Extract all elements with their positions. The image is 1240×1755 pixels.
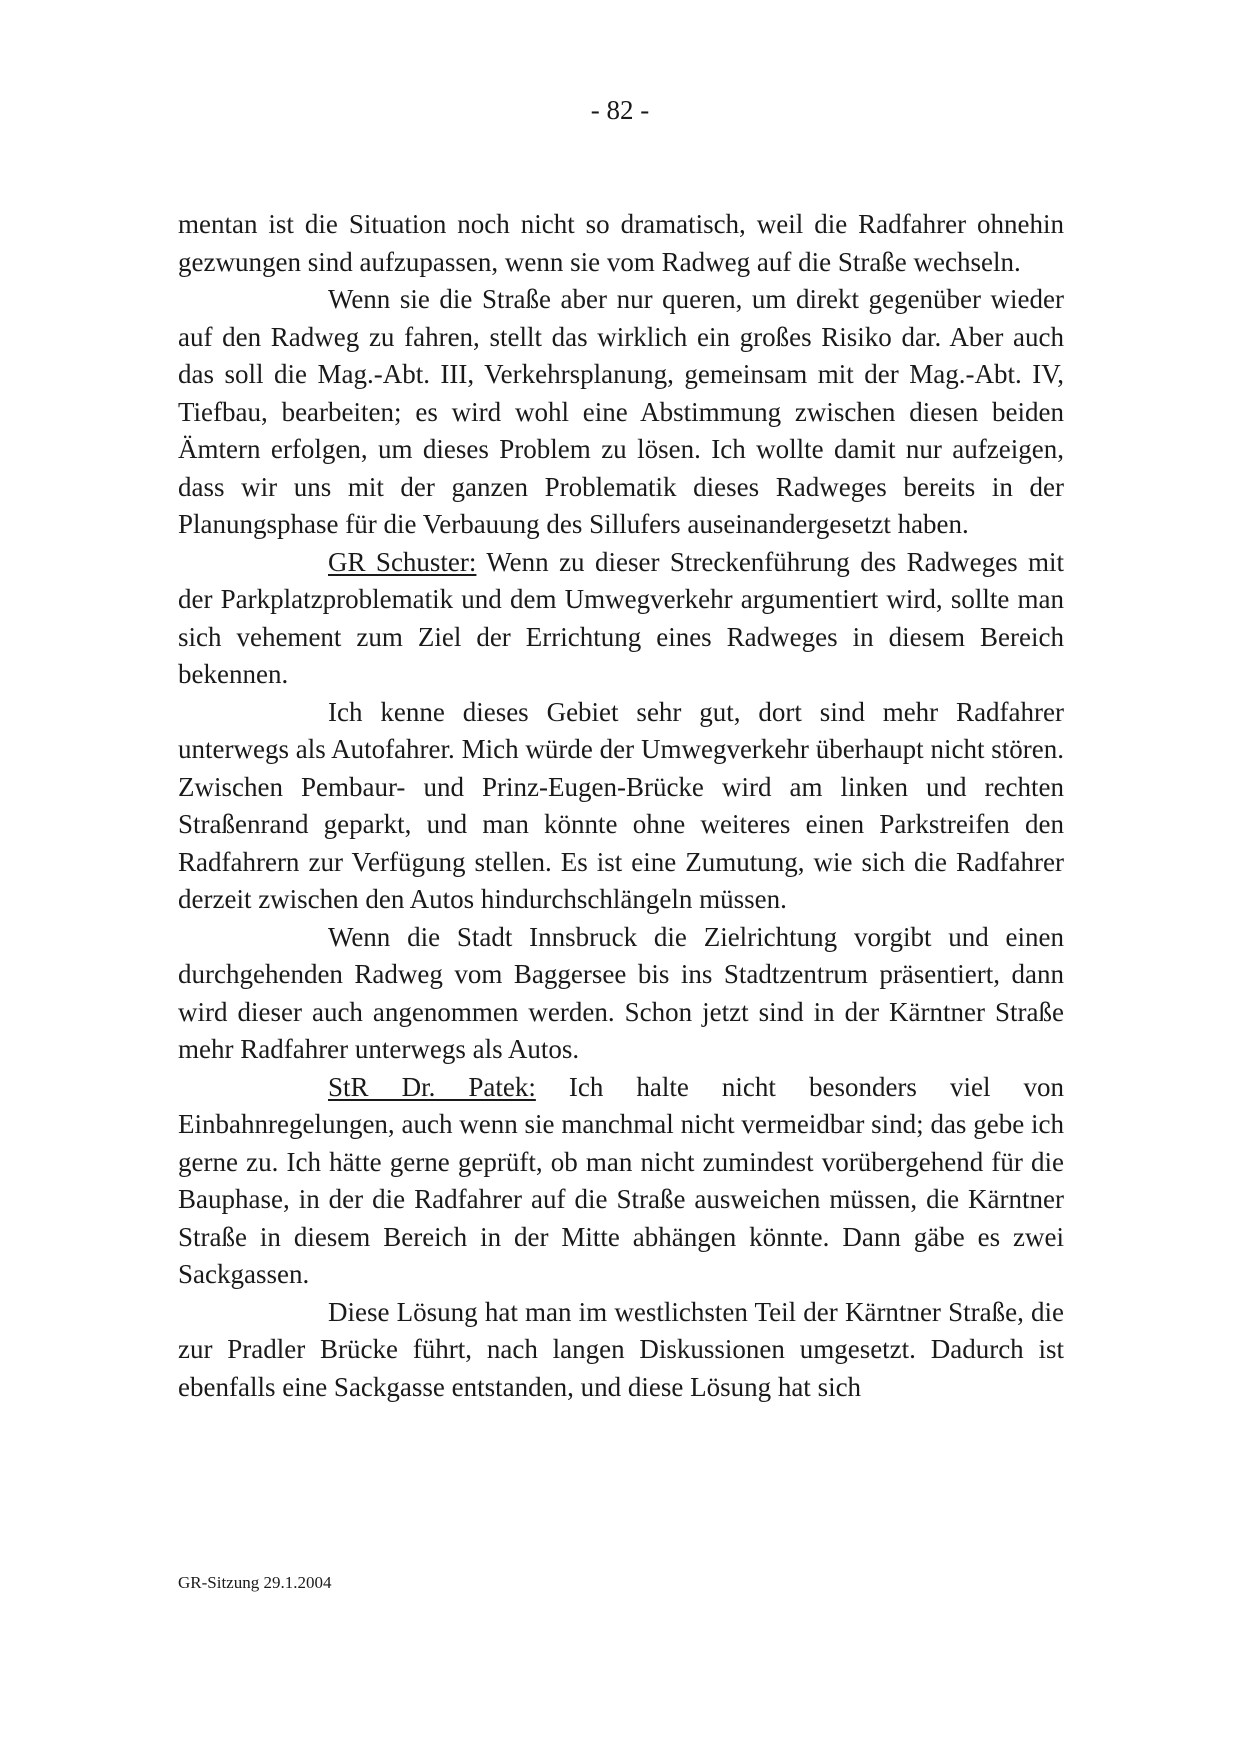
page-number: - 82 -: [590, 95, 650, 125]
paragraph-2: Wenn sie die Straße aber nur queren, um direkt gegenüber wieder auf den Radweg zu fahren, stellt das wirklich ein großes Risiko dar. Aber auch das soll die Mag.-Abt. III, Verkehrsplanung, gemeinsam mit der Mag.-Abt. IV, Tiefbau, bearbeiten; es wird wohl eine Abstimmung zwischen diesen beiden Ämtern erfolgen, um dieses Problem zu lösen. Ich wollte damit nur aufzeigen, dass wir uns mit der ganzen Problematik dieses Radweges bereits in der Planungsphase für die Verbauung des Sillufers auseinandergesetzt haben.: [178, 284, 1064, 539]
footer-session-date: GR-Sitzung 29.1.2004: [178, 1573, 332, 1592]
paragraph-1: mentan ist die Situation noch nicht so dramatisch, weil die Radfahrer ohnehin gezwungen sind aufzupassen, wenn sie vom Radweg auf die Straße wechseln.: [178, 209, 1064, 277]
paragraph-6: [178, 1069, 1064, 1294]
paragraph-4: Ich kenne dieses Gebiet sehr gut, dort sind mehr Radfahrer unterwegs als Autofahrer. Mich würde der Umwegverkehr überhaupt nicht stören. Zwischen Pembaur- und Prinz-Eugen-Brücke wird am linken und rechten Straßenrand geparkt, und man könnte ohne weiteres einen Parkstreifen den Radfahrern zur Verfügung stellen. Es ist eine Zumutung, wie sich die Radfahrer derzeit zwischen den Autos hindurchschlängeln müssen.: [178, 696, 1064, 914]
paragraph-text: Ich halte nicht besonders viel von Einbahnregelungen, auch wenn sie manchmal nicht vermeidbar sind; das gebe ich gerne zu. Ich hätte gerne geprüft, ob man nicht zumindest vorübergehend für die Bauphase, in der die Radfahrer auf die Straße ausweichen müssen, die Kärntner Straße in diesem Bereich in der Mitte abhängen könnte. Dann gäbe es zwei Sackgassen.: [178, 1071, 1064, 1289]
speaker-label: StR Dr. Patek:: [328, 1071, 536, 1102]
paragraph-text: Wenn zu dieser Streckenführung des Radweges mit der Parkplatzproblematik und dem Umwegverkehr argumentiert wird, sollte man sich vehement zum Ziel der Errichtung eines Radweges in diesem Bereich bekennen.: [178, 546, 1064, 689]
paragraph-3: [178, 544, 1064, 694]
paragraph-7: Diese Lösung hat man im westlichsten Teil der Kärntner Straße, die zur Pradler Brücke führt, nach langen Diskussionen umgesetzt. Dadurch ist ebenfalls eine Sackgasse entstanden, und diese Lösung hat sich: [178, 1296, 1064, 1402]
paragraph-5: Wenn die Stadt Innsbruck die Zielrichtung vorgibt und einen durchgehenden Radweg vom Baggersee bis ins Stadtzentrum präsentiert, dann wird dieser auch angenommen werden. Schon jetzt sind in der Kärntner Straße mehr Radfahrer unterwegs als Autos.: [178, 921, 1064, 1064]
document-body: [178, 206, 1064, 1406]
speaker-label: GR Schuster:: [328, 546, 477, 577]
